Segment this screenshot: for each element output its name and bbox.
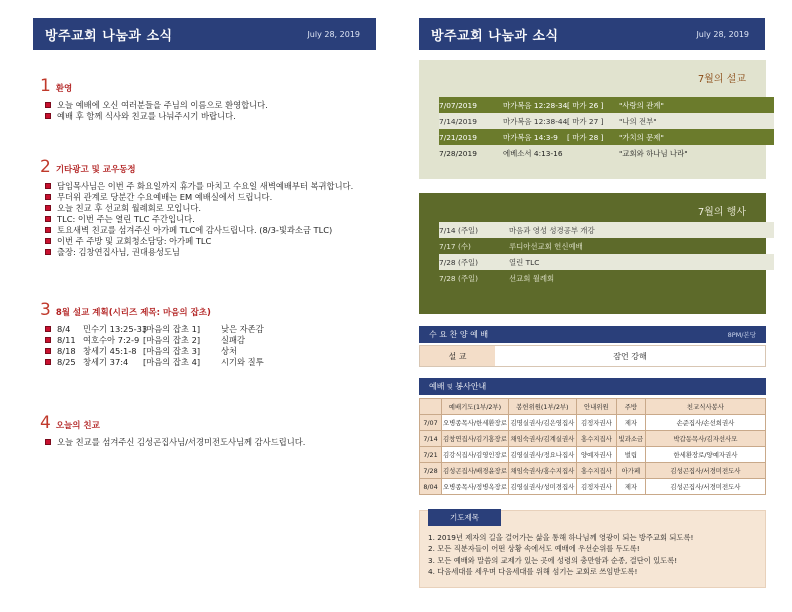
section-number: 4 — [40, 413, 51, 433]
wednesday-label: 설 교 — [420, 346, 495, 366]
list-item: 이번 주 주방 및 교회청소담당: 아가페 TLC — [45, 236, 380, 247]
schedule-item: 8/25 창세기 37:4 [마음의 잡초 4] 시기와 질투 — [45, 357, 380, 368]
sermon-row: 7/21/2019 마가복음 14:3-9 [ 마가 28 ] "가치의 문제" — [439, 129, 774, 145]
prayer-item: 2. 모든 직분자들이 어떤 상황 속에서도 예배에 우선순위를 두도록! — [428, 544, 640, 554]
section-number: 1 — [40, 76, 51, 96]
bullet-icon — [45, 216, 51, 222]
section-fellowship — [40, 413, 380, 448]
bullet-icon — [45, 183, 51, 189]
sermon-row: 7/07/2019 마가복음 12:28-34 [ 마가 26 ] "사랑의 관계" — [439, 97, 774, 113]
wednesday-service-header — [419, 326, 766, 343]
bullet-icon — [45, 238, 51, 244]
section-title: 8월 설교 계획(시리즈 제목: 마음의 잡초) — [55, 308, 211, 318]
wednesday-title: 수 요 찬 양 예 배 — [429, 330, 489, 339]
event-row: 7/28 (주일) 선교회 월례회 — [439, 273, 555, 283]
left-header-title: 방주교회 나눔과 소식 — [45, 28, 173, 44]
section-sermon-plan — [40, 300, 380, 368]
section-number: 2 — [40, 157, 51, 177]
list-item: 무더위 관계로 당분간 수요예배는 EM 예배실에서 드립니다. — [45, 192, 380, 203]
table-row: 7/21 김강식집사/김영인장로 김영실권사/정요나집사 양예자권사 벌립 한세환장로/양예자권사 — [420, 447, 766, 463]
schedule-item: 8/11 여호수아 7:2-9 [마음의 잡초 2] 실패감 — [45, 335, 380, 346]
table-row: 7/07 오병종목사/한세환장로 김명실권사/김은영집사 김정자권사 제자 손준집사/손선희권사 — [420, 415, 766, 431]
table-row: 8/04 오병종목사/정병옥장로 김영실권사/성미경집사 김정자권사 제자 김성곤집사/서경미전도사 — [420, 479, 766, 495]
event-row: 7/14 (주일) 마음과 영성 성경공부 개강 — [439, 222, 774, 238]
list-item: 예배 후 함께 식사와 친교를 나눠주시기 바랍니다. — [45, 111, 380, 122]
sermon-row: 7/28/2019 에베소서 4:13-16 "교회와 하나님 나라" — [439, 148, 688, 158]
section-title: 기타광고 및 교우동정 — [55, 165, 136, 175]
event-row: 7/17 (수) 루디아선교회 헌신예배 — [439, 241, 583, 251]
bullet-icon — [45, 227, 51, 233]
bullet-icon — [45, 102, 51, 108]
sermons-title: 7월의 설교 — [697, 74, 746, 85]
left-page-header — [33, 18, 376, 50]
right-header-date: July 28, 2019 — [696, 29, 749, 39]
july-events-box — [419, 193, 766, 314]
events-title: 7월의 행사 — [697, 207, 746, 218]
prayer-box — [419, 510, 766, 588]
section-number: 3 — [40, 300, 51, 320]
wednesday-sermon-row — [419, 345, 766, 367]
schedule-item: 8/18 창세기 45:1-8 [마음의 잡초 3] 상처 — [45, 346, 380, 357]
table-row: 7/14 김창연집사/김기홍장로 채임숙권사/김계실권사 홍수지집사 빛과소금 박갑동목사/김자선사모 — [420, 431, 766, 447]
bullet-icon — [45, 326, 51, 332]
bullet-icon — [45, 348, 51, 354]
bullet-icon — [45, 249, 51, 255]
wednesday-time: 8PM/본당 — [727, 331, 756, 339]
list-item: 출장: 김창연집사님, 권대용성도님 — [45, 247, 380, 258]
prayer-item: 4. 다음세대를 세우며 다음세대를 위해 섬기는 교회로 쓰임받도록! — [428, 567, 638, 577]
table-header-row: 예배기도(1부/2부) 봉헌위원(1부/2부) 안내위원 주방 친교식사봉사 — [420, 399, 766, 415]
section-title: 환영 — [55, 84, 73, 94]
list-item: 토요새벽 친교를 섬겨주신 아가페 TLC에 감사드립니다. (8/3-빛과소금 TLC) — [45, 225, 380, 236]
prayer-item: 1. 2019년 제자의 길을 걸어가는 삶을 통해 하나님께 영광이 되는 방주교회 되도록! — [428, 533, 694, 542]
list-item: 오늘 예배에 오신 여러분들을 주님의 이름으로 환영합니다. — [45, 100, 380, 111]
bullet-icon — [45, 194, 51, 200]
schedule-item: 8/4 민수기 13:25-33 [마음의 잡초 1] 낮은 자존감 — [45, 324, 380, 335]
list-item: TLC: 이번 주는 열린 TLC 주간입니다. — [45, 214, 380, 225]
section-announcements — [40, 157, 380, 258]
bullet-icon — [45, 113, 51, 119]
table-row: 7/28 김성곤집사/배경윤장로 채임숙권사/홍수지집사 홍수지집사 아가페 김성곤집사/서경미전도사 — [420, 463, 766, 479]
event-row: 7/28 (주일) 열린 TLC — [439, 254, 774, 270]
bullet-icon — [45, 337, 51, 343]
left-header-date: July 28, 2019 — [307, 29, 360, 39]
bullet-icon — [45, 205, 51, 211]
july-sermons-box — [419, 60, 766, 179]
list-item: 오늘 친교 후 선교회 월례회로 모입니다. — [45, 203, 380, 214]
list-item: 담임목사님은 이번 주 화요일까지 휴가를 마치고 수요일 새벽예배부터 복귀합니다. — [45, 181, 380, 192]
bullet-icon — [45, 439, 51, 445]
service-table — [419, 398, 766, 495]
prayer-item: 3. 모든 예배와 말씀의 교제가 있는 곳에 성령의 충만함과 순종, 결단이 있도록! — [428, 555, 678, 565]
right-header-title: 방주교회 나눔과 소식 — [431, 28, 559, 44]
prayer-title: 기도제목 — [428, 509, 501, 526]
service-guide-header: 예배 및 봉사안내 — [419, 378, 766, 395]
section-welcome — [40, 76, 380, 122]
section-title: 오늘의 친교 — [55, 421, 100, 431]
bullet-icon — [45, 359, 51, 365]
right-page-header — [419, 18, 765, 50]
list-item: 오늘 친교를 섬겨주신 김성곤집사님/서경미전도사님께 감사드립니다. — [45, 437, 380, 448]
wednesday-speaker: 잠언 강해 — [613, 351, 647, 361]
sermon-row: 7/14/2019 마가복음 12:38-44 [ 마가 27 ] "나의 전부" — [439, 113, 774, 129]
